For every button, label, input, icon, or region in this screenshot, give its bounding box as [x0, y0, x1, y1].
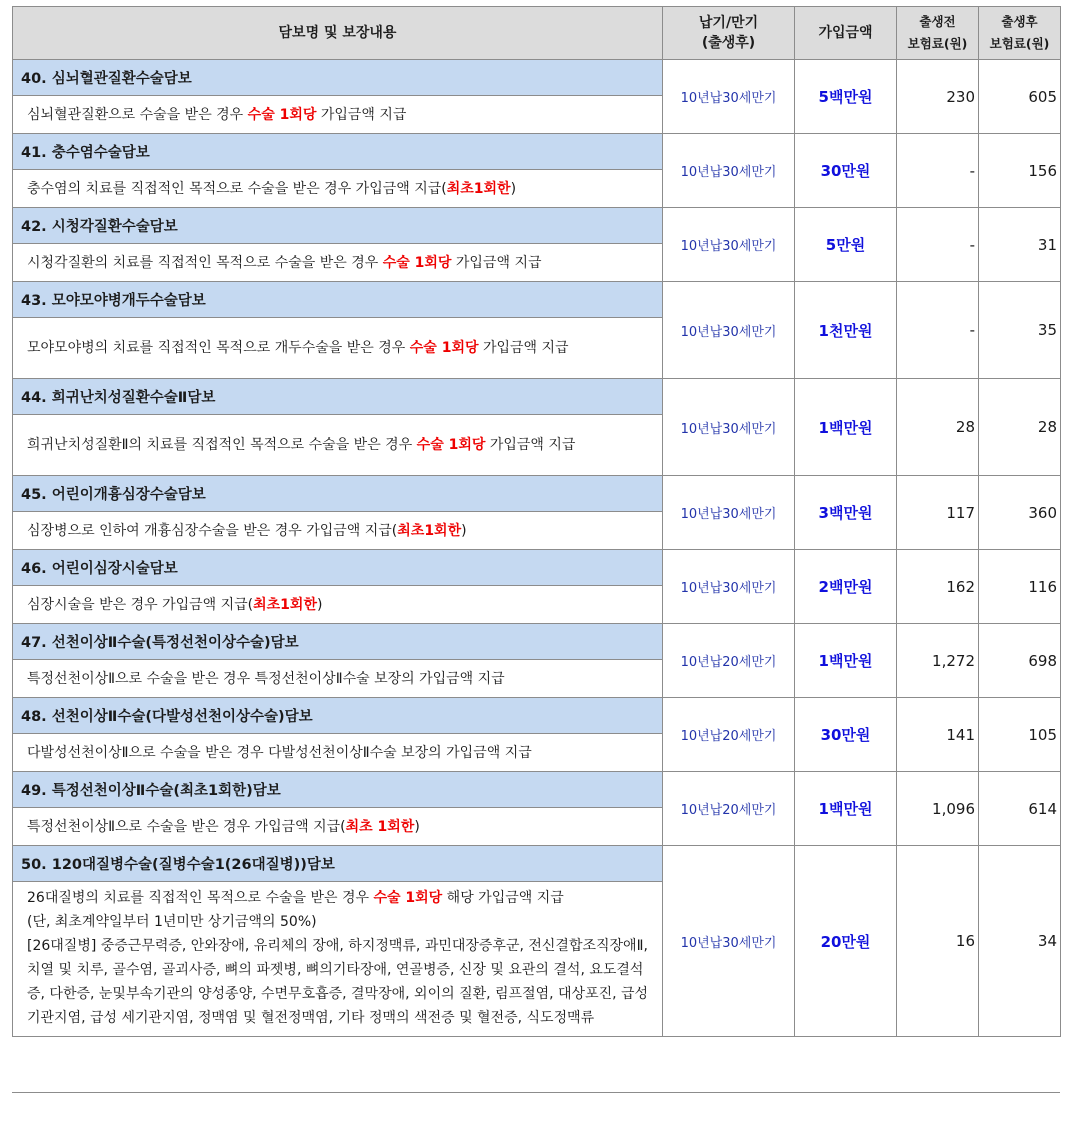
- last-row-group: [13, 846, 1061, 1037]
- description-emphasis: 수술 1회당: [247, 106, 317, 123]
- description-emphasis: 수술 1회당: [409, 340, 479, 356]
- coverage-title: 50. 120대질병수술(질병수술1(26대질병))담보: [13, 846, 663, 882]
- table-row-title: [13, 282, 1061, 318]
- premium-before-cell: 230: [897, 60, 979, 134]
- table-row-title: [13, 624, 1061, 660]
- coverage-description: [13, 734, 663, 772]
- table-row-title: [13, 550, 1061, 586]
- coverage-description: [13, 882, 663, 1037]
- description-text-end: 가입금액 지급: [485, 437, 576, 453]
- coverage-description: [13, 170, 663, 208]
- premium-after-cell: 34: [979, 846, 1061, 1037]
- description-text: 모야모야병의 치료를 직접적인 목적으로 개두수술을 받은 경우: [27, 340, 410, 356]
- coverage-description: [13, 318, 663, 379]
- description-emphasis: 수술 1회당: [416, 437, 486, 453]
- coverage-description: [13, 586, 663, 624]
- coverage-title: 48. 선천이상Ⅱ수술(다발성선천이상수술)담보: [13, 698, 663, 734]
- table-row-title: [13, 60, 1061, 96]
- premium-after-cell: 156: [979, 134, 1061, 208]
- description-text-end: 가입금액 지급: [478, 340, 569, 356]
- coverage-title: 40. 심뇌혈관질환수술담보: [13, 60, 663, 96]
- header-period-line2: (출생후): [701, 35, 756, 51]
- table-bottom-border: [12, 1092, 1060, 1093]
- description-text-end: ): [414, 818, 420, 835]
- amount-cell: 1백만원: [795, 624, 897, 698]
- coverage-title: 42. 시청각질환수술담보: [13, 208, 663, 244]
- description-text: 특정선천이상Ⅱ으로 수술을 받은 경우 가입금액 지급(: [27, 818, 346, 835]
- amount-cell: 5만원: [795, 208, 897, 282]
- amount-cell: 3백만원: [795, 476, 897, 550]
- premium-before-cell: 1,272: [897, 624, 979, 698]
- description-emphasis: 수술 1회당: [373, 890, 443, 906]
- premium-after-cell: 360: [979, 476, 1061, 550]
- table-row-title: [13, 476, 1061, 512]
- header-row: [13, 7, 1061, 60]
- table-row-title: [13, 208, 1061, 244]
- coverage-title: 44. 희귀난치성질환수술Ⅱ담보: [13, 379, 663, 415]
- premium-before-cell: -: [897, 134, 979, 208]
- description-text-end: ): [510, 180, 517, 197]
- table-row-title: [13, 698, 1061, 734]
- header-period: [663, 7, 795, 60]
- description-text-end: 가입금액 지급: [316, 106, 407, 123]
- premium-before-cell: 117: [897, 476, 979, 550]
- table-row-title: [13, 846, 1061, 882]
- description-emphasis: 수술 1회당: [382, 254, 452, 271]
- coverage-title: 43. 모야모야병개두수술담보: [13, 282, 663, 318]
- amount-cell: 5백만원: [795, 60, 897, 134]
- period-cell: 10년납30세만기: [663, 282, 795, 379]
- header-after-line1: 출생후: [1001, 14, 1038, 29]
- premium-after-cell: 605: [979, 60, 1061, 134]
- table-body: [13, 60, 1061, 846]
- description-text: 심장병으로 인하여 개흉심장수술을 받은 경우 가입금액 지급(: [27, 522, 398, 539]
- header-premium-after: [979, 7, 1061, 60]
- description-text-end: 가입금액 지급: [451, 254, 542, 271]
- disease-list: [26대질병] 중증근무력증, 안와장애, 유리체의 장애, 하지정맥류, 과민대장증후군, 전신결합조직장애Ⅱ, 치열 및 치루, 골수염, 골괴사증, 뼈의 파젯병, 뼈의기타장애, 연골병증, 신장 및 요관의 결석, 요도결석증, 다한증, 눈및부속기관의 양성종양, 수면무호흡증, 결막장애, 외이의 질환, 림프절염, 대상포진, 급성 기관지염, 급성 세기관지염, 정맥염 및 혈전정맥염, 기타 정맥의 색전증 및 혈전증, 식도정맥류: [27, 938, 649, 1026]
- description-text: 다발성선천이상Ⅱ으로 수술을 받은 경우 다발성선천이상Ⅱ수술 보장의 가입금액 지급: [27, 744, 532, 761]
- description-text-end: ): [461, 522, 467, 539]
- period-cell: 10년납30세만기: [663, 60, 795, 134]
- premium-before-cell: -: [897, 208, 979, 282]
- coverage-description: [13, 660, 663, 698]
- premium-after-cell: 614: [979, 772, 1061, 846]
- amount-cell: 20만원: [795, 846, 897, 1037]
- coverage-description: [13, 415, 663, 476]
- premium-after-cell: 105: [979, 698, 1061, 772]
- premium-before-cell: 1,096: [897, 772, 979, 846]
- premium-before-cell: 162: [897, 550, 979, 624]
- coverage-title: 46. 어린이심장시술담보: [13, 550, 663, 586]
- period-cell: 10년납20세만기: [663, 624, 795, 698]
- coverage-title: 49. 특정선천이상Ⅱ수술(최초1회한)담보: [13, 772, 663, 808]
- header-premium-before: [897, 7, 979, 60]
- premium-before-cell: 16: [897, 846, 979, 1037]
- description-text: 희귀난치성질환Ⅱ의 치료를 직접적인 목적으로 수술을 받은 경우: [27, 437, 417, 453]
- coverage-description: [13, 512, 663, 550]
- premium-before-cell: 28: [897, 379, 979, 476]
- period-cell: 10년납30세만기: [663, 208, 795, 282]
- description-text: 시청각질환의 치료를 직접적인 목적으로 수술을 받은 경우: [27, 254, 383, 271]
- amount-cell: 1백만원: [795, 379, 897, 476]
- header-before-line1: 출생전: [919, 14, 956, 29]
- coverage-description: [13, 808, 663, 846]
- description-text: 26대질병의 치료를 직접적인 목적으로 수술을 받은 경우: [27, 890, 374, 906]
- table-row-title: [13, 134, 1061, 170]
- premium-after-cell: 31: [979, 208, 1061, 282]
- description-text-end: 해당 가입금액 지급: [442, 890, 564, 906]
- description-emphasis: 최초 1회한: [345, 818, 415, 835]
- amount-cell: 1천만원: [795, 282, 897, 379]
- period-cell: 10년납20세만기: [663, 698, 795, 772]
- amount-cell: 30만원: [795, 134, 897, 208]
- period-cell: 10년납30세만기: [663, 846, 795, 1037]
- coverage-title: 45. 어린이개흉심장수술담보: [13, 476, 663, 512]
- amount-cell: 30만원: [795, 698, 897, 772]
- description-text: 충수염의 치료를 직접적인 목적으로 수술을 받은 경우 가입금액 지급(: [27, 180, 447, 197]
- coverage-description: [13, 96, 663, 134]
- period-cell: 10년납30세만기: [663, 550, 795, 624]
- premium-after-cell: 35: [979, 282, 1061, 379]
- amount-cell: 1백만원: [795, 772, 897, 846]
- header-before-line2: 보험료(원): [907, 36, 968, 51]
- premium-before-cell: 141: [897, 698, 979, 772]
- description-text: 심장시술을 받은 경우 가입금액 지급(: [27, 596, 254, 613]
- premium-after-cell: 698: [979, 624, 1061, 698]
- amount-cell: 2백만원: [795, 550, 897, 624]
- header-coverage-name: 담보명 및 보장내용: [13, 7, 663, 60]
- description-emphasis: 최초1회한: [253, 596, 317, 613]
- premium-after-cell: 28: [979, 379, 1061, 476]
- table-row-title: [13, 772, 1061, 808]
- period-cell: 10년납30세만기: [663, 134, 795, 208]
- description-main: [27, 886, 654, 910]
- description-text-end: ): [316, 596, 323, 613]
- premium-after-cell: 116: [979, 550, 1061, 624]
- premium-before-cell: -: [897, 282, 979, 379]
- header-period-line1: 납기/만기: [698, 15, 759, 31]
- coverage-title: 47. 선천이상Ⅱ수술(특정선천이상수술)담보: [13, 624, 663, 660]
- coverage-table: [12, 6, 1061, 1037]
- description-emphasis: 최초1회한: [446, 180, 511, 197]
- description-text: 심뇌혈관질환으로 수술을 받은 경우: [27, 106, 248, 123]
- description-note: (단, 최초계약일부터 1년미만 상기금액의 50%): [27, 914, 317, 930]
- coverage-description: [13, 244, 663, 282]
- period-cell: 10년납30세만기: [663, 476, 795, 550]
- description-text: 특정선천이상Ⅱ으로 수술을 받은 경우 특정선천이상Ⅱ수술 보장의 가입금액 지급: [27, 670, 505, 687]
- period-cell: 10년납20세만기: [663, 772, 795, 846]
- description-emphasis: 최초1회한: [397, 522, 462, 539]
- period-cell: 10년납30세만기: [663, 379, 795, 476]
- coverage-title: 41. 충수염수술담보: [13, 134, 663, 170]
- table-row-title: [13, 379, 1061, 415]
- header-after-line2: 보험료(원): [989, 36, 1050, 51]
- header-amount: 가입금액: [795, 7, 897, 60]
